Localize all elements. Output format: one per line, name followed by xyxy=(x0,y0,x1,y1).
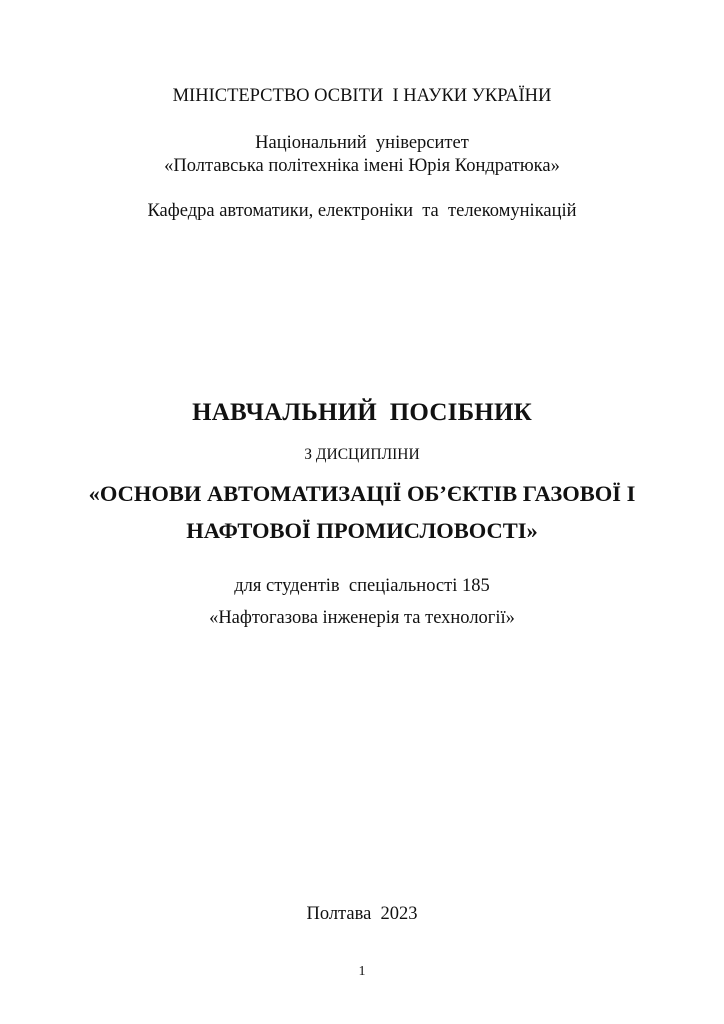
university-name: Національний університет xyxy=(255,133,469,153)
discipline-prefix: З ДИСЦИПЛІНИ xyxy=(304,446,420,463)
ministry-heading: МІНІСТЕРСТВО ОСВІТИ І НАУКИ УКРАЇНИ xyxy=(172,86,552,106)
discipline-title-line1: «ОСНОВИ АВТОМАТИЗАЦІЇ ОБ’ЄКТІВ ГАЗОВОЇ І xyxy=(88,481,636,506)
page-number: 1 xyxy=(358,964,366,979)
audience-program: «Нафтогазова інженерія та технології» xyxy=(209,608,515,628)
document-type-title: НАВЧАЛЬНИЙ ПОСІБНИК xyxy=(192,399,532,426)
department-name: Кафедра автоматики, електроніки та телекомунікацій xyxy=(147,201,577,221)
discipline-title-line2: НАФТОВОЇ ПРОМИСЛОВОСТІ» xyxy=(186,518,538,543)
city-year: Полтава 2023 xyxy=(306,904,418,924)
audience-specialty: для студентів спеціальності 185 xyxy=(234,576,490,596)
university-full-name: «Полтавська політехніка імені Юрія Кондратюка» xyxy=(164,156,560,176)
